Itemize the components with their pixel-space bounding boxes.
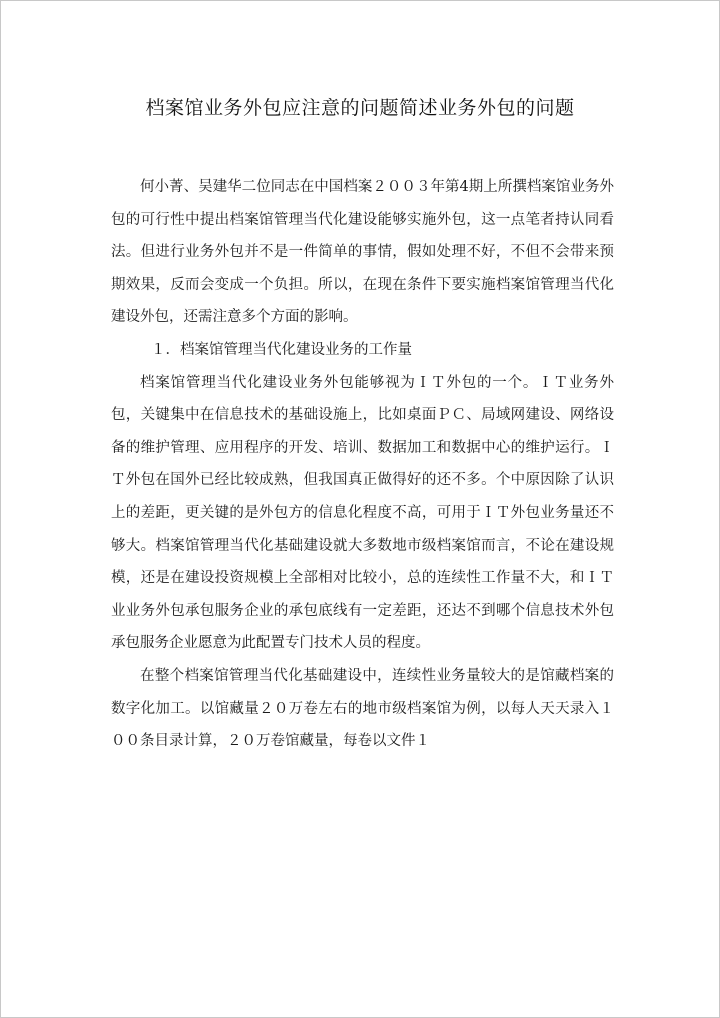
section-heading-1: １．档案馆管理当代化建设业务的工作量 <box>151 341 412 358</box>
paragraph-digitization: 在整个档案馆管理当代化基础建设中，连续性业务量较大的是馆藏档案的数字化加工。以馆藏量２０万卷左右的地市级档案馆为例，以每人天天录入１００条目录计算，２０万卷馆藏量，每卷以文件１ <box>111 667 614 750</box>
paragraph-it-outsourcing: 档案馆管理当代化建设业务外包能够视为ＩＴ外包的一个。ＩＴ业务外包，关键集中在信息技术的基础设施上，比如桌面ＰＣ、局域网建设、网络设备的维护管理、应用程序的开发、培训、数据加工和数据中心的维护运行。ＩＴ外包在国外已经比较成熟，但我国真正做得好的还不多。个中原因除了认识上的差距，更关键的是外包方的信息化程度不高，可用于ＩＴ外包业务量还不够大。档案馆管理当代化基础建设就大多数地市级档案馆而言，不论在建设规模，还是在建设投资规模上全部相对比较小，总的连续性工作量不大，和ＩＴ业业务外包承包服务企业的承包底线有一定差距，还达不到哪个信息技术外包承包服务企业愿意为此配置专门技术人员的程度。 <box>111 374 614 652</box>
document-body <box>111 171 614 758</box>
document-title: 档案馆业务外包应注意的问题简述业务外包的问题 <box>145 97 575 119</box>
paragraph-intro: 何小菁、吴建华二位同志在中国档案２００３年第4期上所撰档案馆业务外包的可行性中提出档案馆管理当代化建设能够实施外包，这一点笔者持认同看法。但进行业务外包并不是一件简单的事情，假如处理不好，不但不会带来预期效果，反而会变成一个负担。所以，在现在条件下要实施档案馆管理当代化建设外包，还需注意多个方面的影响。 <box>111 179 614 326</box>
